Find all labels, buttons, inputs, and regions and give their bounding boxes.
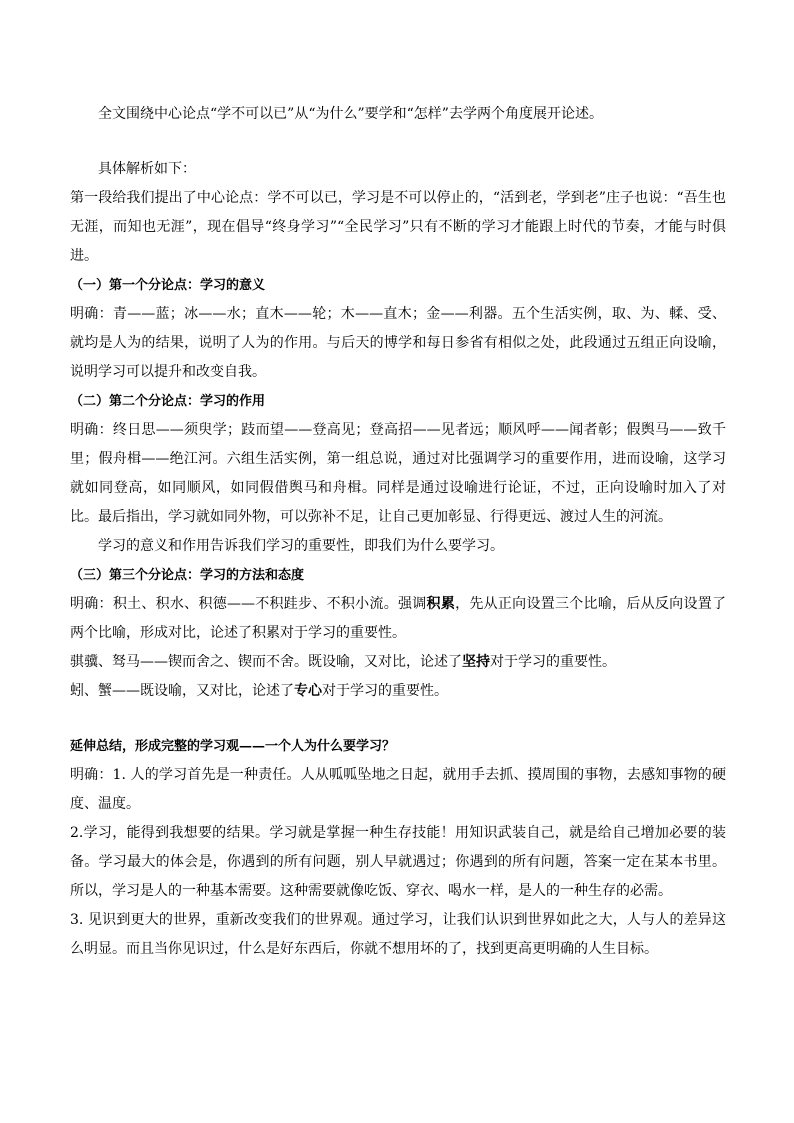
extension-item-3: 3. 见识到更大的世界，重新改变我们的世界观。通过学习，让我们认识到世界如此之大，人与人的差异这么明显。而且当你见识过，什么是好东西后，你就不想用坏的了，找到更高更明确的人生目标。 <box>70 912 726 957</box>
extension-heading: 延伸总结，形成完整的学习观——一个人为什么要学习？ <box>70 739 396 754</box>
section-1-text: 明确：青——蓝；冰——水；直木——轮；木——直木；金——利器。五个生活实例，取、为、輮、受、就均是人为的结果，说明了人为的作用。与后天的博学和每日参省有相似之处，此段通过五组正向设喻，说明学习可以提升和改变自我。 <box>70 306 726 380</box>
extension-item-1: 明确：1. 人的学习首先是一种责任。人从呱呱坠地之日起，就用手去抓、摸周围的事物，去感知事物的硬度、温度。 <box>70 767 726 812</box>
section-2-summary: 学习的意义和作用告诉我们学习的重要性，即我们为什么要学习。 <box>98 538 504 554</box>
section-3-line-2-pre: 骐骥、驽马——锲而舍之、锲而不舍。既设喻，又对比，论述了 <box>70 654 462 670</box>
section-3-line-1-post: ，先从正向设置三个比喻，后从反向设置了两个比喻，形成对比，论述了积累对于学习的重要性。 <box>70 596 727 641</box>
section-3-line-1 <box>70 590 726 648</box>
keyword-accumulation: 积累 <box>426 596 456 612</box>
section-3-line-1-pre: 明确：积土、积水、积德——不积跬步、不积小流。强调 <box>70 596 427 612</box>
section-3-line-3-post: 对于学习的重要性。 <box>322 683 448 699</box>
section-2-text: 明确：终日思——须臾学；跂而望——登高见；登高招——见者远；顺风呼——闻者彰；假舆马——致千里；假舟楫——绝江河。六组生活实例，第一组总说，通过对比强调学习的重要作用，进而设喻，这学习就如同登高，如同顺风，如同假借舆马和舟楫。同样是通过设喻进行论证，不过，正向设喻时加入了对比。最后指出，学习就如同外物，可以弥补不足，让自己更加彰显、行得更远、渡过人生的河流。 <box>70 422 726 525</box>
section-2-heading: （二）第二个分论点：学习的作用 <box>70 394 266 409</box>
analysis-title: 具体解析如下： <box>98 161 196 177</box>
document-page <box>70 100 726 964</box>
keyword-focus: 专心 <box>294 683 322 699</box>
paragraph-1: 第一段给我们提出了中心论点：学不可以已，学习是不可以停止的，“活到老，学到老”庄子也说：“吾生也无涯，而知也无涯”，现在倡导“终身学习”“全民学习”只有不断的学习才能跟上时代的节奏，才能与时俱进。 <box>70 190 726 264</box>
section-1-heading: （一）第一个分论点：学习的意义 <box>70 278 266 293</box>
section-3-heading: （三）第三个分论点：学习的方法和态度 <box>70 568 305 583</box>
section-3-line-2 <box>70 648 726 677</box>
keyword-persistence: 坚持 <box>462 654 490 670</box>
section-3-line-3 <box>70 677 726 706</box>
intro-paragraph: 全文围绕中心论点“学不可以已”从“为什么”要学和“怎样”去学两个角度展开论述。 <box>98 106 603 122</box>
extension-item-2: 2.学习，能得到我想要的结果。学习就是掌握一种生存技能！用知识武装自己，就是给自己增加必要的装备。学习最大的体会是，你遇到的所有问题，别人早就遇过；你遇到的所有问题，答案一定在某本书里。所以，学习是人的一种基本需要。这种需要就像吃饭、穿衣、喝水一样，是人的一种生存的必需。 <box>70 825 726 899</box>
section-3-line-3-pre: 蚓、蟹——既设喻，又对比，论述了 <box>70 683 294 699</box>
section-3-line-2-post: 对于学习的重要性。 <box>490 654 616 670</box>
